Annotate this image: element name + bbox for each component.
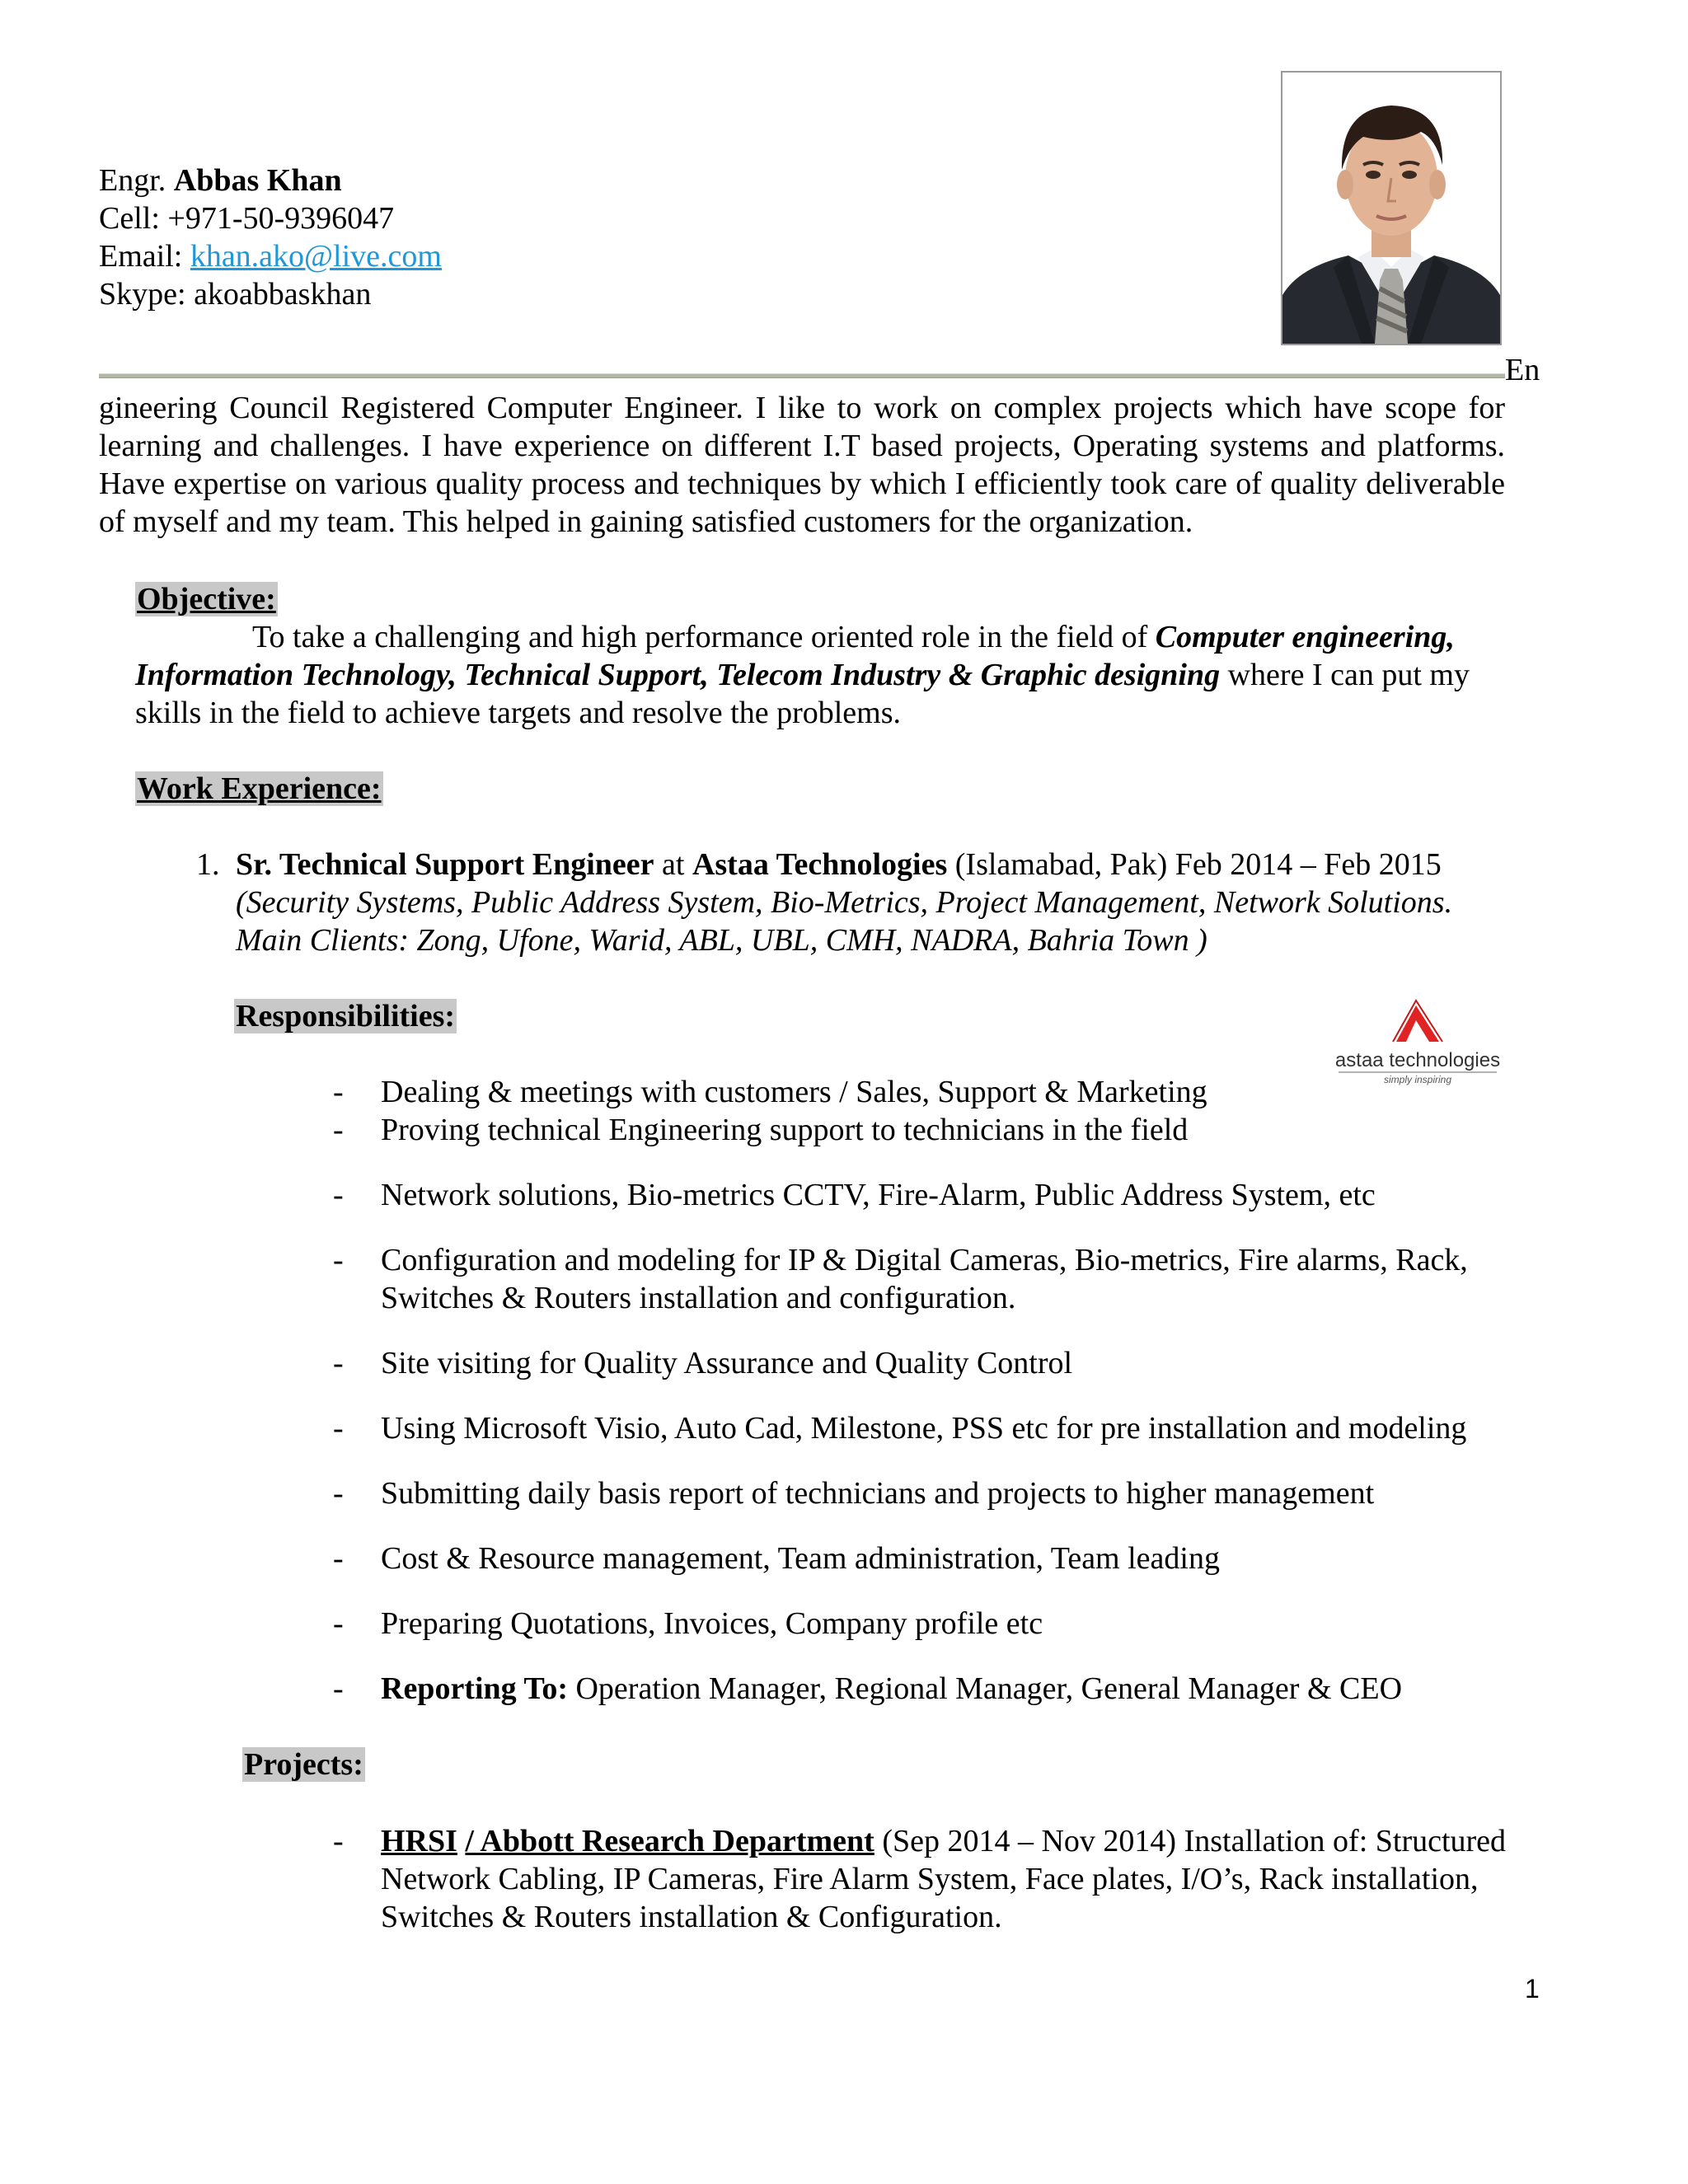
list-dash: - (333, 1075, 344, 1109)
job-company: Astaa Technologies (692, 847, 948, 882)
logo-tagline: simply inspiring (1383, 1074, 1452, 1085)
job-title-line (236, 846, 1554, 883)
list-dash: - (333, 1411, 344, 1446)
responsibility-item: Configuration and modeling for IP & Digital Cameras, Bio-metrics, Fire alarms, Rack, Switches & Routers installation and configuration. (381, 1243, 1468, 1315)
skype-label: Skype: (99, 277, 186, 312)
list-dash: - (333, 1346, 344, 1380)
name-line (99, 162, 342, 199)
name-prefix: Engr. (99, 163, 166, 198)
responsibility-item: Submitting daily basis report of technicians and projects to higher management (381, 1476, 1375, 1511)
logo-name: astaa technologies (1334, 1049, 1501, 1071)
cell-label: Cell: (99, 201, 160, 236)
objective-paragraph (135, 618, 1528, 732)
candidate-name: Abbas Khan (173, 163, 342, 198)
responsibility-item: Using Microsoft Visio, Auto Cad, Milestone, PSS etc for pre installation and modeling (381, 1411, 1467, 1446)
skype-id: akoabbaskhan (194, 277, 372, 312)
job-title: Sr. Technical Support Engineer (236, 847, 654, 882)
responsibilities-heading: Responsibilities: (236, 999, 456, 1033)
list-dash: - (333, 1243, 344, 1277)
list-dash: - (333, 1671, 344, 1706)
work-experience-heading: Work Experience: (137, 771, 382, 806)
responsibility-item: Proving technical Engineering support to technicians in the field (381, 1113, 1189, 1147)
reporting-item (381, 1670, 1568, 1708)
responsibility-item: Preparing Quotations, Invoices, Company profile etc (381, 1606, 1043, 1641)
cell-line (99, 199, 394, 237)
list-dash: - (333, 1476, 344, 1511)
job-location-dates: (Islamabad, Pak) Feb 2014 – Feb 2015 (954, 847, 1442, 882)
list-dash: - (333, 1178, 344, 1212)
page-number: 1 (1525, 1974, 1540, 2004)
objective-outro: where I can put my skills in the field to achieve targets and resolve the problems. (135, 658, 1470, 730)
project-name-abbott: / Abbott Research Department (465, 1824, 874, 1858)
email-line (99, 237, 442, 275)
job-details-line2: Main Clients: Zong, Ufone, Warid, ABL, UBL, CMH, NADRA, Bahria Town ) (236, 923, 1207, 958)
email-link[interactable]: khan.ako@live.com (190, 239, 442, 274)
skype-line (99, 275, 371, 313)
objective-intro: To take a challenging and high performance oriented role in the field of (252, 620, 1148, 654)
list-dash: - (333, 1824, 344, 1858)
portrait-image (1282, 73, 1500, 344)
profile-photo (1281, 71, 1502, 345)
list-dash: - (333, 1113, 344, 1147)
objective-heading: Objective: (137, 582, 276, 616)
responsibility-item: Network solutions, Bio-metrics CCTV, Fire-Alarm, Public Address System, etc (381, 1178, 1376, 1212)
project-item (381, 1822, 1551, 1936)
responsibilities-heading-wrap (234, 997, 457, 1035)
summary-lead: En (1505, 353, 1540, 387)
projects-heading-wrap (242, 1746, 365, 1783)
list-dash: - (333, 1541, 344, 1576)
responsibility-item: Site visiting for Quality Assurance and Quality Control (381, 1346, 1073, 1380)
work-heading-wrap (135, 770, 383, 808)
summary-paragraph: gineering Council Registered Computer Engineer. I like to work on complex projects which have scope for learning and challenges. I have experience on different I.T based projects, Operating systems and platforms. Have expertise on various quality process and techniques by which I efficiently took care of quality deliverable of myself and my team. This helped in gaining satisfied customers for the organization. (99, 391, 1505, 539)
reporting-value: Operation Manager, Regional Manager, General Manager & CEO (575, 1671, 1403, 1706)
header-divider (99, 373, 1505, 378)
job-number: 1. (196, 847, 220, 882)
responsibility-item: Dealing & meetings with customers / Sales, Support & Marketing (381, 1075, 1207, 1109)
project-name-hrsi: HRSI (381, 1824, 457, 1858)
reporting-label: Reporting To: (381, 1671, 568, 1706)
project-description: (Sep 2014 – Nov 2014) Installation of: Structured Network Cabling, IP Cameras, Fire Alarm System, Face plates, I/O’s, Rack installation, Switches & Routers installation & Configuration. (381, 1824, 1507, 1934)
responsibility-item: Cost & Resource management, Team administration, Team leading (381, 1541, 1220, 1576)
list-dash: - (333, 1606, 344, 1641)
objective-fields: Computer engineering, Information Technology, Technical Support, Telecom Industry & Graphic designing (135, 620, 1455, 692)
objective-heading-wrap (135, 580, 278, 618)
job-details-line1: (Security Systems, Public Address System, Bio-Metrics, Project Management, Network Solutions. (236, 885, 1453, 920)
job-at: at (662, 847, 685, 882)
email-label: Email: (99, 239, 183, 274)
projects-heading: Projects: (244, 1747, 363, 1782)
cell-number: +971-50-9396047 (167, 201, 395, 236)
